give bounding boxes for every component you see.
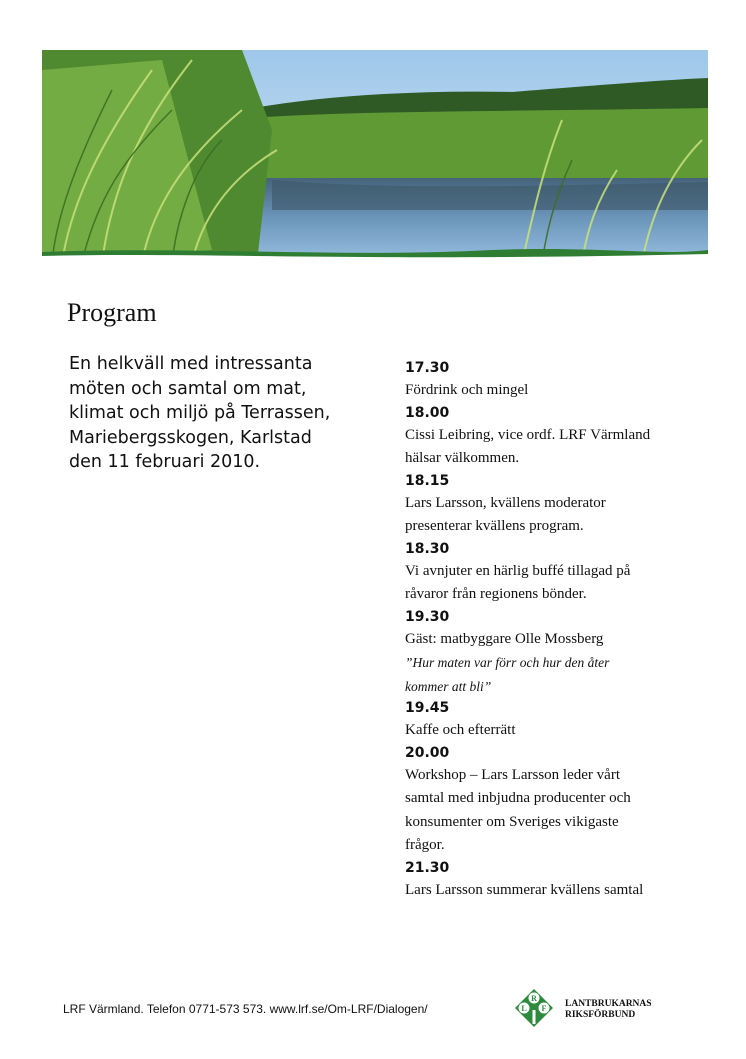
schedule-time: 19.30 (405, 608, 450, 625)
schedule-quote: kommer att bli” (405, 678, 492, 694)
schedule-text: Lars Larsson summerar kvällens samtal (405, 881, 644, 898)
page-title: Program (67, 298, 157, 327)
footer-contact: LRF Värmland. Telefon 0771-573 573. www.lrf.se/Om-LRF/Dialogen/ (63, 1002, 428, 1016)
schedule-text: Fördrink och mingel (405, 382, 529, 398)
schedule-item (405, 607, 705, 699)
schedule-text: Gäst: matbyggare Olle Mossberg (405, 630, 604, 647)
intro-line: möten och samtal om mat, (69, 378, 307, 399)
schedule-text: Kaffe och efterrätt (405, 722, 516, 738)
schedule-time: 18.00 (405, 404, 450, 421)
schedule-item (405, 471, 705, 539)
schedule-text: Cissi Leibring, vice ordf. LRF Värmland (405, 426, 651, 443)
schedule-text: frågor. (405, 837, 445, 853)
schedule-time: 20.00 (405, 744, 450, 761)
schedule-item (405, 743, 705, 858)
schedule-text: presenterar kvällens program. (405, 518, 584, 534)
schedule-time: 18.15 (405, 472, 450, 489)
schedule-text: råvaror från regionens bönder. (405, 586, 587, 602)
schedule-time: 17.30 (405, 360, 450, 376)
schedule-text: hälsar välkommen. (405, 450, 520, 466)
logo-letter: R (531, 994, 537, 1003)
schedule-time: 18.30 (405, 540, 450, 557)
schedule-time: 21.30 (405, 859, 450, 876)
intro-line: den 11 februari 2010. (69, 452, 261, 472)
schedule-text: samtal med inbjudna producenter och (405, 790, 631, 806)
schedule-item (405, 858, 705, 903)
schedule-time: 19.45 (405, 700, 450, 716)
schedule-item (405, 698, 705, 743)
schedule-text: Workshop – Lars Larsson leder vårt (405, 766, 620, 783)
intro-line: Mariebergsskogen, Karlstad (69, 427, 312, 448)
schedule-text: konsumenter om Sveriges vikigaste (405, 813, 619, 830)
schedule-item (405, 539, 705, 607)
logo-wordmark (565, 999, 652, 1021)
schedule-item (405, 403, 705, 471)
schedule-text: Lars Larsson, kvällens moderator (405, 494, 606, 511)
intro-text (69, 352, 369, 475)
logo-line: RIKSFÖRBUND (565, 1010, 636, 1020)
schedule-item (405, 358, 705, 403)
schedule-quote: ”Hur maten var förr och hur den åter (405, 655, 610, 670)
intro-line: En helkväll med intressanta (69, 354, 313, 374)
banner-photo (42, 50, 708, 262)
intro-line: klimat och miljö på Terrassen, (69, 403, 331, 423)
schedule-text: Vi avnjuter en härlig buffé tillagad på (405, 562, 631, 579)
logo-letter: L (521, 1004, 527, 1013)
logo-line: LANTBRUKARNAS (565, 999, 652, 1009)
logo-letter: F (541, 1004, 547, 1013)
lrf-logo-icon (514, 988, 554, 1028)
schedule-list (405, 358, 705, 902)
